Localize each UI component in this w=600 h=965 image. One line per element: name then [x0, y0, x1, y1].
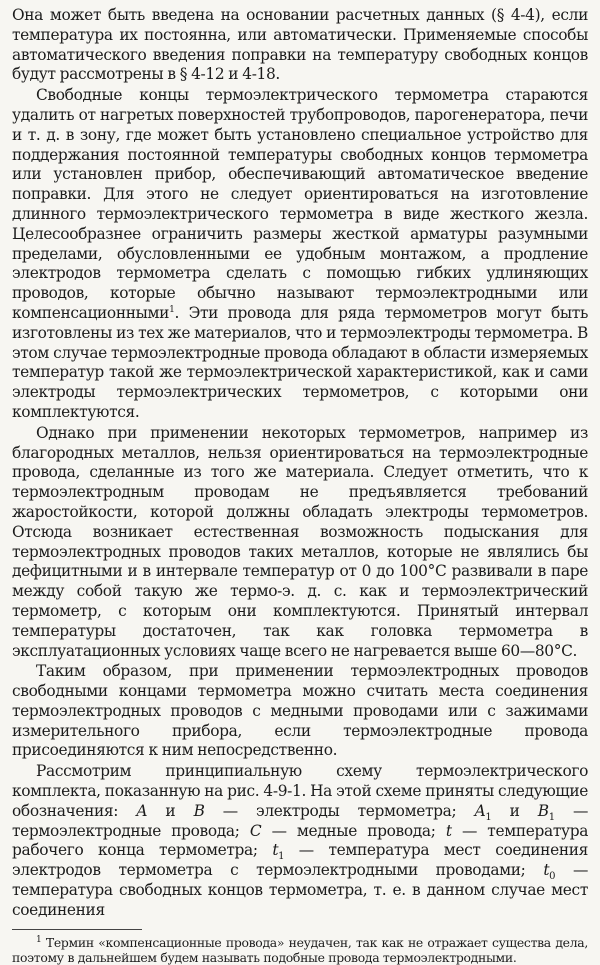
paragraph-5	[12, 762, 588, 920]
text-run: — электроды термометра;	[222, 801, 457, 820]
symbol-letter: t	[272, 841, 279, 860]
paragraph-2-part-a: Свободные концы термоэлектрического термометра стараются удалить от нагретых поверхностей трубопроводов, парогенератора, печи и т. д. в зону, где может быть установлено специальное устройство для поддержания постоянной температуры свободных концов термометра или установлен прибор, обеспечивающий автоматическое введение поправки. Для этого не следует ориентироваться на изготовление длинного термоэлектрического термометра в виде жесткого жезла. Целесообразнее ограничить размеры жесткой арматуры разумными пределами, обусловленными ее удобным монтажом, а продление электродов термометра сделать с помощью гибких удлиняющих проводов, которые обычно называют термоэлектродными или компенсационными	[12, 86, 588, 322]
symbol-C: C	[249, 821, 262, 840]
symbol-t: t	[445, 821, 452, 840]
text-run: — медные провода;	[271, 821, 436, 840]
symbol-A1	[474, 801, 492, 823]
symbol-subscript: 0	[549, 871, 556, 883]
footnote	[12, 935, 588, 965]
footnote-divider	[12, 929, 142, 930]
footnote-reference[interactable]: 1	[169, 304, 175, 315]
symbol-letter: B	[537, 801, 549, 820]
footnote-mark: 1	[36, 934, 42, 945]
text-run: — температура рабочего конца термометра;	[12, 821, 589, 860]
text-run: и	[165, 801, 176, 820]
symbol-B: B	[193, 801, 205, 820]
symbol-letter: t	[543, 861, 550, 880]
symbol-A: A	[136, 801, 148, 820]
paragraph-2	[12, 86, 588, 423]
symbol-t0	[543, 861, 556, 883]
text-run: и	[509, 801, 520, 820]
symbol-t1	[272, 841, 285, 863]
symbol-letter: A	[474, 801, 486, 820]
symbol-subscript: 1	[548, 811, 555, 823]
paragraph-4: Таким образом, при применении термоэлектродных проводов свободными концами термометра можно считать места соединения термоэлектродных проводов с медными проводами или с зажимами измерительного прибора, если термоэлектродные провода присоединяются к ним непосредственно.	[12, 662, 588, 760]
symbol-subscript: 1	[485, 811, 492, 823]
paragraph-2-part-b: . Эти провода для ряда термометров могут быть изготовлены из тех же материалов, что и термоэлектроды термометра. В этом случае термоэлектродные провода обладают в области измеряемых температур такой же термоэлектрической характеристикой, как и сами электроды термоэлектрических термометров, с которыми они комплектуются.	[12, 303, 588, 421]
text-run: — температура свободных концов термометра, т. е. в данном случае мест соединения	[12, 861, 589, 919]
symbol-subscript: 1	[278, 851, 285, 863]
symbol-B1	[537, 801, 555, 823]
paragraph-3: Однако при применении некоторых термометров, например из благородных металлов, нельзя ориентироваться на термоэлектродные провода, сделанные из того же материала. Следует отметить, что к термоэлектродным проводам не предъявляется требований жаростойкости, которой должны обладать электроды термометров. Отсюда возникает естественная возможность подыскания для термоэлектродных проводов таких металлов, которые не являлись бы дефицитными и в интервале температур от 0 до 100°С развивали в паре между собой такую же термо-э. д. с. как и термоэлектрический термометр, с которым они комплектуются. Принятый интервал температуры достаточен, так как головка термометра в эксплуатационных условиях чаще всего не нагревается выше 60—80°С.	[12, 423, 588, 660]
text-run: Рассмотрим принципиальную схему термоэлектрического комплекта, показанную на рис. 4-9-1. На этой схеме приняты следующие обозначения:	[12, 762, 588, 820]
paragraph-1: Она может быть введена на основании расчетных данных (§ 4-4), если температура их постоянна, или автоматически. Применяемые способы автоматического введения поправки на температуру свободных концов будут рассмотрены в § 4-12 и 4-18.	[12, 6, 588, 84]
text-run: — термоэлектродные провода;	[12, 801, 589, 840]
footnote-text: Термин «компенсационные провода» неудачен, так как не отражает существа дела, поэтому в дальнейшем будем называть подобные провода термоэлектродными.	[12, 934, 588, 965]
text-run: — температура мест соединения электродов термометра с термоэлектродными проводами;	[12, 841, 589, 880]
